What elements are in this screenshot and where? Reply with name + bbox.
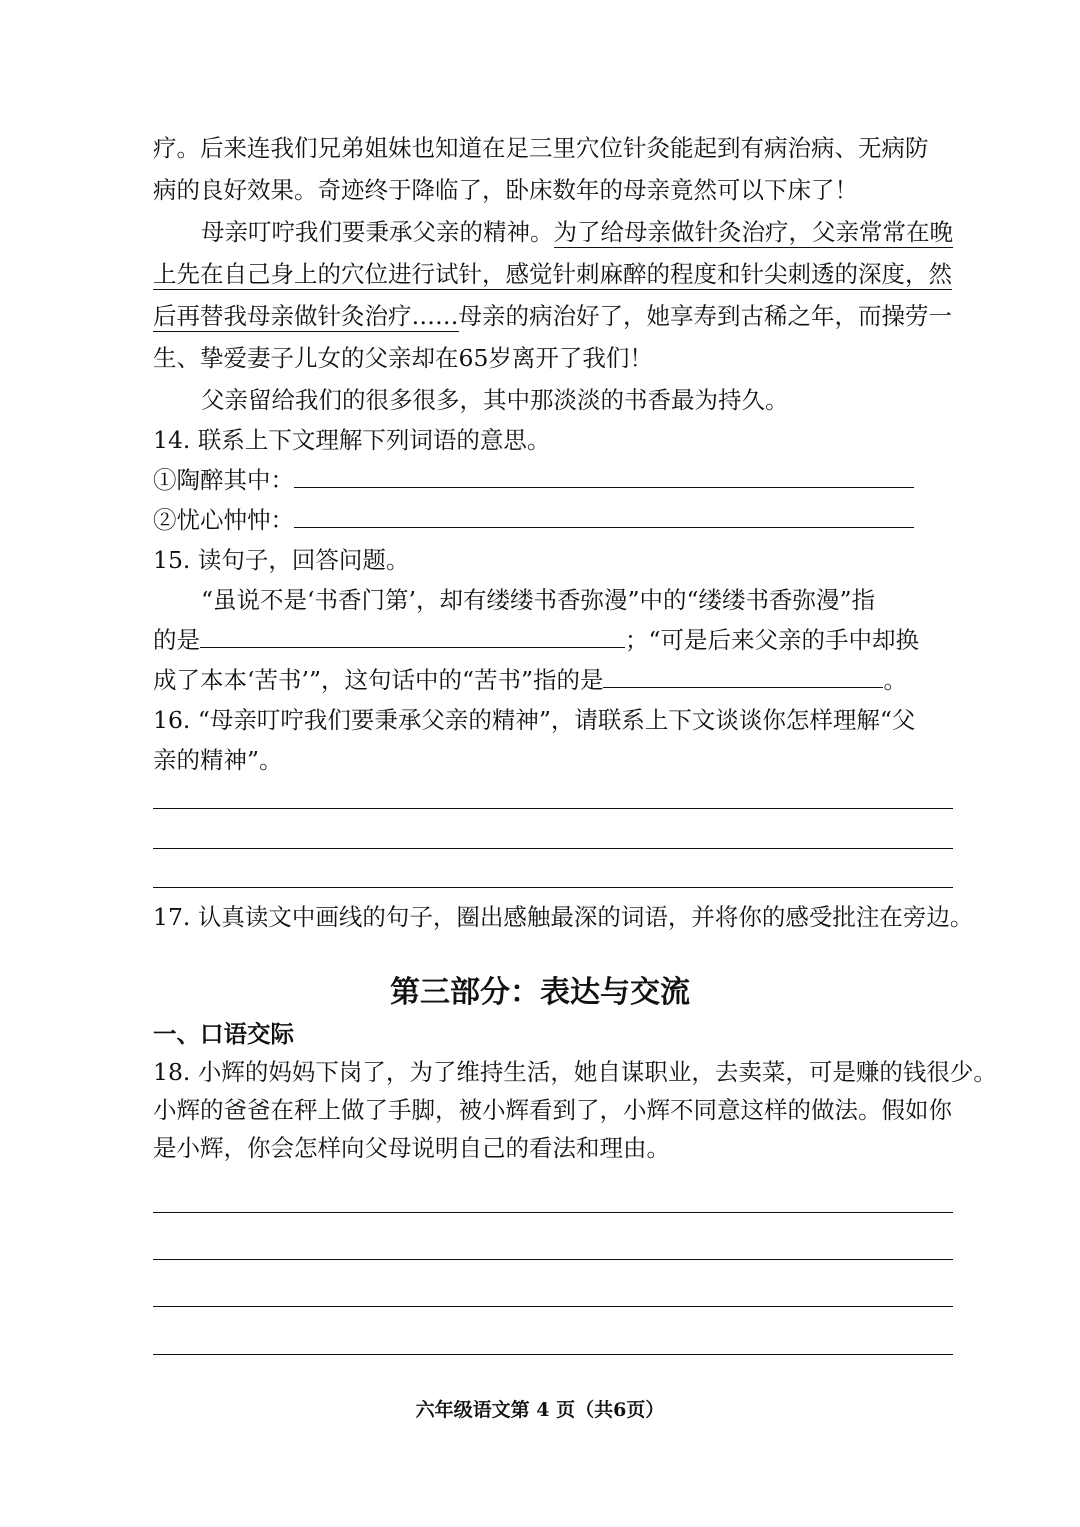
section-title: 第三部分：表达与交流 xyxy=(390,975,690,1010)
passage-line: 疗。后来连我们兄弟姐妹也知道在足三里穴位针灸能起到有病治病、无病防 xyxy=(153,134,929,162)
question-17: 17. 认真读文中画线的句子，圈出感触最深的词语，并将你的感受批注在旁边。 xyxy=(153,903,974,931)
passage-line xyxy=(153,257,963,291)
question-14-item-2 xyxy=(153,503,963,537)
answer-line[interactable] xyxy=(153,1306,953,1307)
answer-line[interactable] xyxy=(153,1259,953,1260)
question-16-line: 亲的精神”。 xyxy=(153,746,283,774)
answer-line[interactable] xyxy=(153,848,953,849)
question-text: 成了本本‘苦书’”，这句话中的“苦书”指的是 xyxy=(153,666,604,694)
question-15-line xyxy=(153,623,963,657)
question-15-line: “虽说不是‘书香门第’，却有缕缕书香弥漫”中的“缕缕书香弥漫”指 xyxy=(201,586,875,614)
question-16: 16. “母亲叮咛我们要秉承父亲的精神”，请联系上下文谈谈你怎样理解“父 xyxy=(153,706,916,734)
term-label: ①陶醉其中： xyxy=(153,466,294,494)
underlined-sentence: 上先在自己身上的穴位进行试针，感觉针刺麻醉的程度和针尖刺透的深度，然 xyxy=(153,260,952,288)
passage-line: 病的良好效果。奇迹终于降临了，卧床数年的母亲竟然可以下床了！ xyxy=(153,176,858,204)
passage-text: 母亲的病治好了，她享寿到古稀之年，而操劳一 xyxy=(458,302,952,330)
question-14: 14. 联系上下文理解下列词语的意思。 xyxy=(153,426,551,454)
passage-line: 生、挚爱妻子儿女的父亲却在65岁离开了我们！ xyxy=(153,344,653,372)
passage-line xyxy=(153,215,963,249)
underlined-sentence: 为了给母亲做针灸治疗，父亲常常在晚 xyxy=(553,218,953,246)
answer-line[interactable] xyxy=(153,1354,953,1355)
underlined-sentence: 后再替我母亲做针灸治疗…… xyxy=(153,302,459,330)
answer-blank[interactable] xyxy=(294,505,914,528)
question-14-item-1 xyxy=(153,463,963,497)
question-18-line: 小辉的爸爸在秤上做了手脚，被小辉看到了，小辉不同意这样的做法。假如你 xyxy=(153,1096,952,1124)
question-18-line: 是小辉，你会怎样向父母说明自己的看法和理由。 xyxy=(153,1134,670,1162)
answer-blank[interactable] xyxy=(200,625,625,648)
answer-line[interactable] xyxy=(153,1212,953,1213)
passage-text: 母亲叮咛我们要秉承父亲的精神。 xyxy=(201,218,554,246)
answer-blank[interactable] xyxy=(294,465,914,488)
passage-line xyxy=(153,299,963,333)
question-text: ；“可是后来父亲的手中却换 xyxy=(625,626,920,654)
question-text: 。 xyxy=(883,666,907,694)
passage-line: 父亲留给我们的很多很多，其中那淡淡的书香最为持久。 xyxy=(201,386,789,414)
section-subtitle: 一、口语交际 xyxy=(153,1020,294,1048)
term-label: ②忧心忡忡： xyxy=(153,506,294,534)
answer-line[interactable] xyxy=(153,808,953,809)
answer-line[interactable] xyxy=(153,887,953,888)
question-15: 15. 读句子，回答问题。 xyxy=(153,546,410,574)
page-footer: 六年级语文第 4 页（共6页） xyxy=(415,1399,665,1421)
question-15-line xyxy=(153,663,963,697)
answer-blank[interactable] xyxy=(603,665,883,688)
question-text: 的是 xyxy=(153,626,200,654)
question-18: 18. 小辉的妈妈下岗了，为了维持生活，她自谋职业，去卖菜，可是赚的钱很少。 xyxy=(153,1058,997,1086)
